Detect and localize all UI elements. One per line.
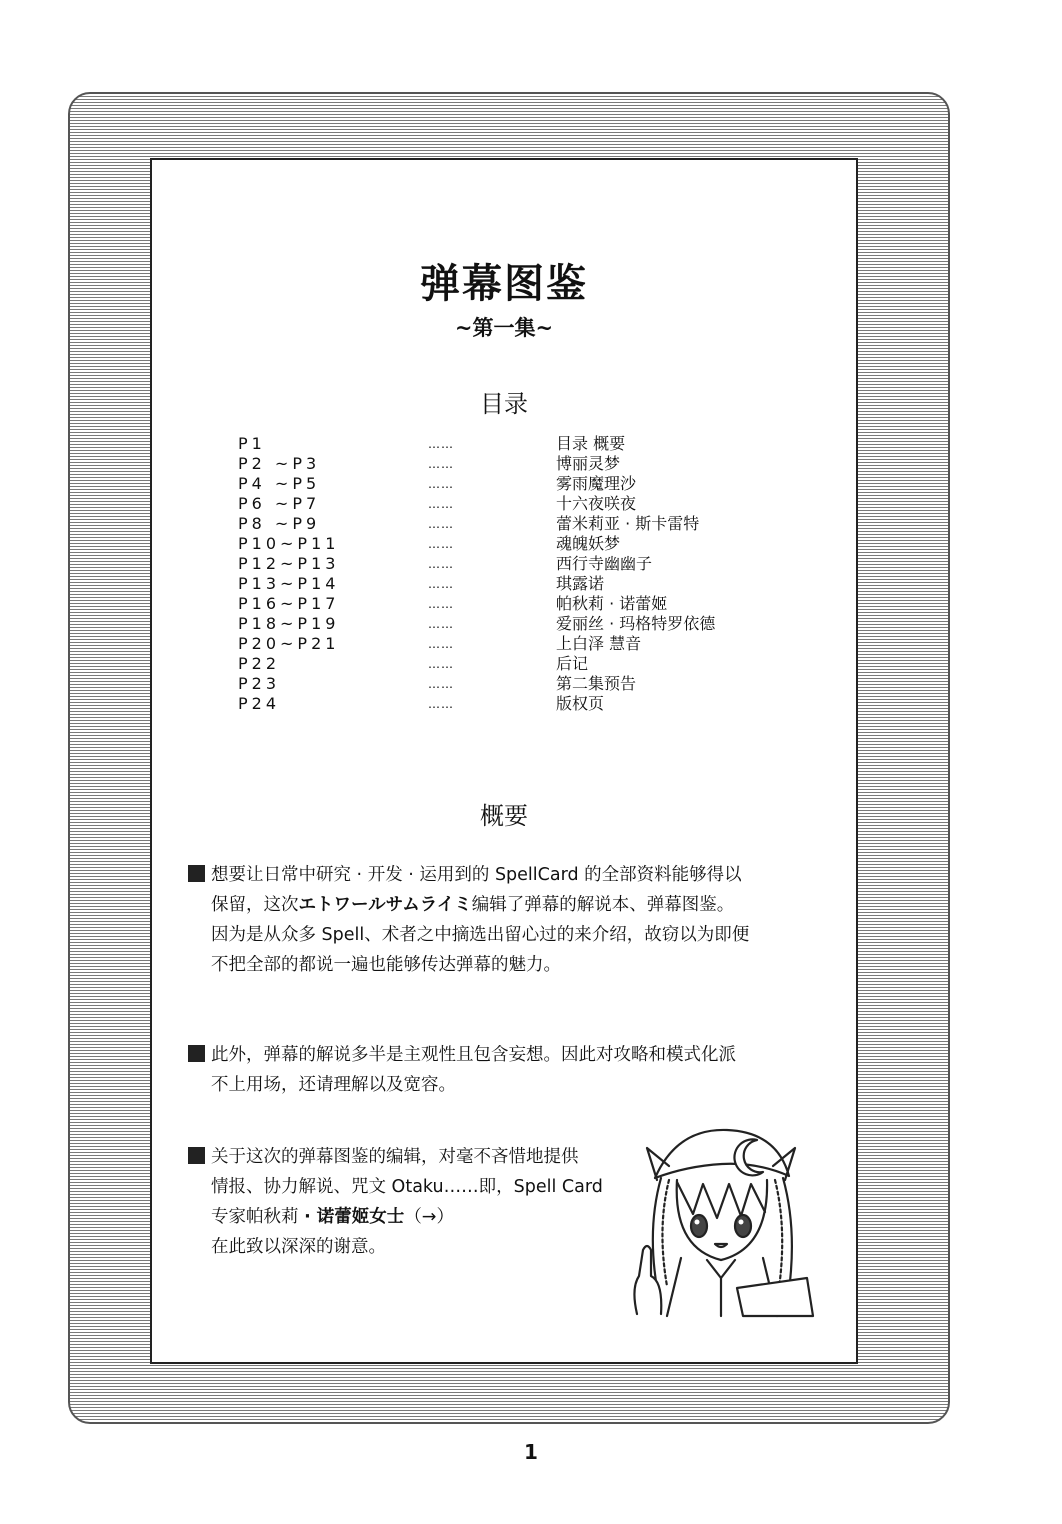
toc-leader-dots: …… [428, 577, 454, 591]
summary-paragraph-1 [188, 860, 828, 980]
toc-row [238, 534, 798, 554]
paragraph-text: 不把全部的都说一遍也能够传达弹幕的魅力。 [211, 955, 561, 975]
toc-row [238, 434, 798, 454]
toc-heading: 目录 [480, 390, 528, 418]
bullet-square-icon [188, 865, 205, 882]
toc-leader-dots: …… [428, 677, 454, 691]
toc-row [238, 494, 798, 514]
toc-row [238, 474, 798, 494]
toc-entry-title: 目录 概要 [556, 434, 626, 453]
toc-row [238, 674, 798, 694]
toc-leader-dots: …… [428, 437, 454, 451]
paragraph-text: （→） [404, 1207, 454, 1227]
summary-heading: 概要 [480, 802, 528, 830]
toc-entry-title: 版权页 [556, 694, 605, 713]
toc-page-range: P20~P21 [238, 634, 340, 653]
toc-page-range: P23 [238, 674, 281, 693]
toc-leader-dots: …… [428, 477, 454, 491]
toc-leader-dots: …… [428, 497, 454, 511]
toc-entry-title: 博丽灵梦 [556, 454, 621, 473]
table-of-contents [238, 434, 798, 714]
paragraph-text: 在此致以深深的谢意。 [211, 1237, 386, 1257]
page-subtitle: ~第一集~ [454, 315, 554, 340]
circle-name: エトワールサムライミ [298, 895, 472, 915]
toc-leader-dots: …… [428, 537, 454, 551]
bullet-square-icon [188, 1147, 205, 1164]
paragraph-text: 此外，弹幕的解说多半是主观性且包含妄想。因此对攻略和模式化派 [211, 1045, 736, 1065]
toc-page-range: P8 ~P9 [238, 514, 321, 533]
toc-page-range: P22 [238, 654, 281, 673]
toc-row [238, 454, 798, 474]
paragraph-text: 不上用场，还请理解以及宽容。 [211, 1075, 456, 1095]
content-panel [150, 158, 858, 1364]
paragraph-text: 编辑了弹幕的解说本、弹幕图鉴。 [471, 895, 735, 915]
toc-leader-dots: …… [428, 617, 454, 631]
toc-leader-dots: …… [428, 597, 454, 611]
toc-entry-title: 上白泽 慧音 [556, 634, 642, 653]
toc-page-range: P1 [238, 434, 266, 453]
summary-paragraph-2 [188, 1040, 828, 1100]
toc-leader-dots: …… [428, 557, 454, 571]
toc-leader-dots: …… [428, 657, 454, 671]
toc-leader-dots: …… [428, 637, 454, 651]
toc-entry-title: 帕秋莉 · 诺蕾姬 [556, 594, 668, 613]
toc-page-range: P16~P17 [238, 594, 340, 613]
toc-row [238, 654, 798, 674]
toc-entry-title: 蕾米莉亚 · 斯卡雷特 [556, 514, 700, 533]
page-number: 1 [524, 1440, 538, 1464]
toc-leader-dots: …… [428, 457, 454, 471]
toc-entry-title: 第二集预告 [556, 674, 637, 693]
patchouli-mascot-illustration [617, 1118, 817, 1318]
toc-row [238, 694, 798, 714]
page-title: 弹幕图鉴 [420, 261, 588, 307]
toc-page-range: P12~P13 [238, 554, 340, 573]
toc-page-range: P2 ~P3 [238, 454, 321, 473]
bullet-square-icon [188, 1045, 205, 1062]
toc-row [238, 594, 798, 614]
toc-page-range: P13~P14 [238, 574, 340, 593]
toc-row [238, 514, 798, 534]
toc-page-range: P4 ~P5 [238, 474, 321, 493]
paragraph-text: 关于这次的弹幕图鉴的编辑，对毫不吝惜地提供 [211, 1147, 579, 1167]
paragraph-text: 保留，这次 [211, 895, 299, 915]
toc-entry-title: 西行寺幽幽子 [556, 554, 653, 573]
character-name: · 诺蕾姬女士 [304, 1207, 405, 1227]
toc-leader-dots: …… [428, 697, 454, 711]
paragraph-text: 因为是从众多 Spell、术者之中摘选出留心过的来介绍，故窃以为即便 [211, 925, 750, 945]
toc-leader-dots: …… [428, 517, 454, 531]
toc-row [238, 554, 798, 574]
toc-page-range: P6 ~P7 [238, 494, 321, 513]
paragraph-text: 情报、协力解说、咒文 Otaku……即，Spell Card [211, 1177, 603, 1197]
toc-page-range: P18~P19 [238, 614, 340, 633]
paragraph-text: 专家帕秋莉 [211, 1207, 305, 1227]
toc-page-range: P10~P11 [238, 534, 340, 553]
toc-entry-title: 后记 [556, 654, 589, 673]
paragraph-text: 想要让日常中研究 · 开发 · 运用到的 SpellCard 的全部资料能够得以 [211, 865, 742, 885]
toc-page-range: P24 [238, 694, 281, 713]
toc-entry-title: 魂魄妖梦 [556, 534, 621, 553]
toc-entry-title: 雾雨魔理沙 [556, 474, 637, 493]
toc-row [238, 614, 798, 634]
toc-entry-title: 琪露诺 [556, 574, 605, 593]
toc-row [238, 634, 798, 654]
toc-entry-title: 爱丽丝 · 玛格特罗依德 [556, 614, 716, 633]
toc-row [238, 574, 798, 594]
toc-entry-title: 十六夜咲夜 [556, 494, 637, 513]
